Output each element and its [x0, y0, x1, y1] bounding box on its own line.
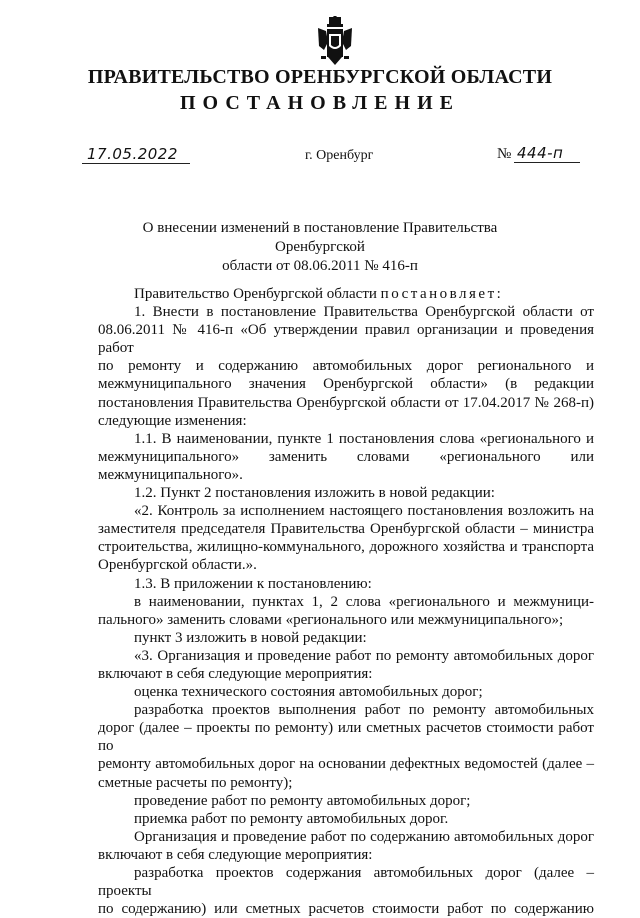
body-paragraph	[98, 864, 594, 918]
document-number: 444-п	[517, 144, 564, 162]
paragraph-line: 08.06.2011 № 416-п «Об утверждении правил организации и проведения работ	[98, 322, 594, 357]
paragraph-line: сметные расчеты по ремонту);	[98, 774, 293, 791]
paragraph-line: Организация и проведение работ по содержанию автомобильных дорог	[134, 828, 594, 845]
paragraph-line: приемка работ по ремонту автомобильных дорог.	[134, 810, 449, 827]
paragraph-line: межмуниципального значения Оренбургской области» (в редакции	[98, 376, 594, 393]
body-paragraph	[98, 593, 594, 629]
paragraph-line: 1.1. В наименовании, пункте 1 постановления слова «регионального и	[134, 430, 594, 447]
paragraph-line: 1. Внести в постановление Правительства Оренбургской области от	[134, 304, 594, 321]
coat-of-arms-icon	[316, 16, 354, 66]
document-date: 17.05.2022	[87, 145, 178, 163]
document-body	[98, 285, 594, 918]
paragraph-line: разработка проектов содержания автомобильных дорог (далее – проекты	[98, 865, 594, 900]
body-paragraph	[98, 701, 594, 791]
body-paragraph	[98, 828, 594, 864]
body-paragraph	[98, 430, 594, 484]
date-underline	[82, 163, 190, 164]
paragraph-line: по содержанию) или сметных расчетов стоимости работ по содержанию	[98, 901, 594, 918]
body-paragraph	[98, 683, 594, 701]
paragraph-line: следующие изменения:	[98, 412, 247, 429]
paragraph-line: Оренбургской области.».	[98, 557, 257, 574]
number-underline	[514, 162, 580, 163]
paragraph-line: проведение работ по ремонту автомобильных дорог;	[134, 792, 471, 809]
paragraph-line: дорог (далее – проекты по ремонту) или сметных расчетов стоимости работ по	[98, 720, 594, 755]
intro-verb: постановляет:	[380, 286, 504, 302]
paragraph-line: по ремонту и содержанию автомобильных дорог регионального и	[98, 358, 594, 375]
paragraph-line: 1.3. В приложении к постановлению:	[134, 575, 372, 592]
paragraph-line: ремонту автомобильных дорог на основании дефектных ведомостей (далее –	[98, 756, 594, 773]
body-paragraph	[98, 647, 594, 683]
paragraph-line: включают в себя следующие мероприятия:	[98, 665, 373, 682]
document-city: г. Оренбург	[305, 148, 374, 163]
organization-title: ПРАВИТЕЛЬСТВО ОРЕНБУРГСКОЙ ОБЛАСТИ	[87, 66, 553, 88]
paragraph-line: пункт 3 изложить в новой редакции:	[134, 629, 367, 646]
paragraph-line: строительства, жилищно-коммунального, дорожного хозяйства и транспорта	[98, 539, 594, 556]
paragraph-line: постановления Правительства Оренбургской области от 17.04.2017 № 268-п)	[98, 394, 594, 411]
paragraph-line: «2. Контроль за исполнением настоящего постановления возложить на	[134, 503, 594, 520]
body-paragraph	[98, 502, 594, 574]
number-label: №	[497, 146, 512, 162]
document-type: ПОСТАНОВЛЕНИЕ	[180, 92, 460, 114]
paragraph-line: «3. Организация и проведение работ по ремонту автомобильных дорог	[134, 647, 594, 664]
paragraphs	[98, 303, 594, 918]
paragraph-line: межмуниципального».	[98, 466, 243, 483]
paragraph-line: межмуниципального» заменить словами «регионального или	[98, 448, 594, 465]
paragraph-line: оценка технического состояния автомобильных дорог;	[134, 684, 483, 701]
body-paragraph	[98, 484, 594, 502]
paragraph-line: включают в себя следующие мероприятия:	[98, 846, 373, 863]
intro-paragraph	[98, 285, 594, 303]
body-paragraph	[98, 575, 594, 593]
body-paragraph	[98, 810, 594, 828]
body-paragraph	[98, 629, 594, 647]
body-paragraph	[98, 792, 594, 810]
paragraph-line: разработка проектов выполнения работ по ремонту автомобильных	[134, 702, 594, 719]
document-subject	[100, 219, 540, 276]
paragraph-line: в наименовании, пунктах 1, 2 слова «регионального и межмуници-	[134, 593, 594, 610]
subject-line: области от 08.06.2011 № 416-п	[222, 258, 418, 274]
paragraph-line: пального» заменить словами «регионального или межмуниципального»;	[98, 611, 564, 628]
paragraph-line: 1.2. Пункт 2 постановления изложить в новой редакции:	[134, 485, 495, 502]
intro-text: Правительство Оренбургской области	[134, 286, 377, 302]
subject-line: О внесении изменений в постановление Правительства Оренбургской	[142, 220, 498, 255]
body-paragraph	[98, 303, 594, 430]
paragraph-line: заместителя председателя Правительства Оренбургской области – министра	[98, 521, 594, 538]
